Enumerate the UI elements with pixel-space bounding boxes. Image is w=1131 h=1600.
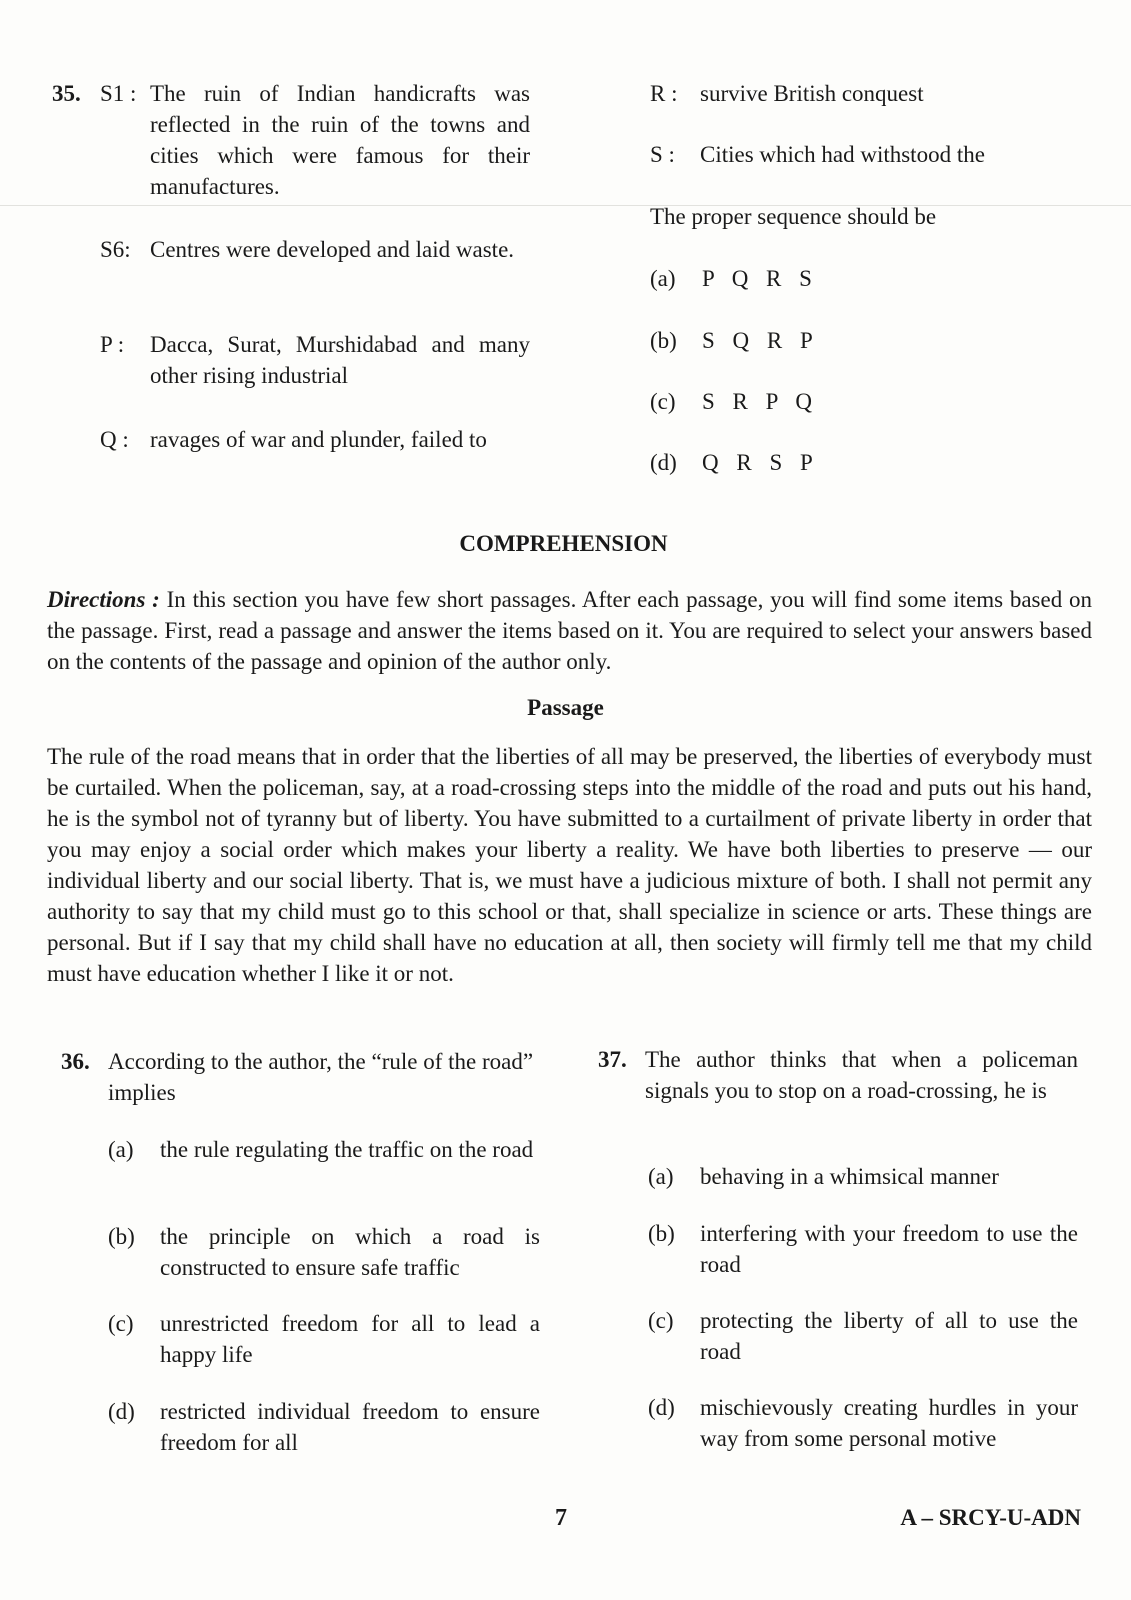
q35-r-text: survive British conquest bbox=[700, 81, 924, 106]
option-text: the rule regulating the traffic on the road bbox=[160, 1137, 534, 1162]
q35-option-b bbox=[650, 325, 819, 356]
q37-option-c bbox=[648, 1305, 1078, 1367]
directions bbox=[47, 584, 1092, 677]
q37-header bbox=[598, 1044, 1078, 1106]
option-text: S Q R P bbox=[702, 328, 819, 353]
q35-r bbox=[650, 78, 1070, 109]
q36-option-d bbox=[108, 1396, 540, 1458]
option-label: (c) bbox=[108, 1311, 134, 1336]
option-text: the principle on which a road is constructed to ensure safe traffic bbox=[160, 1224, 540, 1280]
q36-number: 36. bbox=[61, 1049, 90, 1074]
option-label: (b) bbox=[648, 1221, 675, 1246]
booklet-code: A – SRCY-U-ADN bbox=[900, 1505, 1081, 1530]
q36-option-a bbox=[108, 1134, 540, 1165]
option-text: S R P Q bbox=[702, 389, 818, 414]
q35-option-c bbox=[650, 386, 818, 417]
q35-s-text: Cities which had withstood the bbox=[700, 142, 985, 167]
q36-header bbox=[61, 1046, 541, 1108]
page-number: 7 bbox=[555, 1505, 567, 1531]
q37-option-a bbox=[648, 1161, 1078, 1192]
q35-q-text: ravages of war and plunder, failed to bbox=[150, 427, 487, 452]
option-text: unrestricted freedom for all to lead a happy life bbox=[160, 1311, 540, 1367]
section-title: COMPREHENSION bbox=[459, 531, 668, 556]
option-label: (b) bbox=[650, 328, 677, 353]
q36-option-c bbox=[108, 1308, 540, 1370]
q36-question: According to the author, the “rule of the road” implies bbox=[108, 1049, 534, 1105]
q35-s-label: S : bbox=[650, 142, 675, 167]
q37-question: The author thinks that when a policeman signals you to stop on a road-crossing, he is bbox=[645, 1047, 1078, 1103]
q35-p bbox=[100, 329, 530, 391]
option-label: (d) bbox=[108, 1399, 135, 1424]
q35-s1-text: The ruin of Indian handicrafts was reflected in the ruin of the towns and cities which were famous for their manufactures. bbox=[150, 81, 530, 199]
q37-option-d bbox=[648, 1392, 1078, 1454]
option-label: (d) bbox=[650, 450, 677, 475]
option-label: (c) bbox=[648, 1308, 674, 1333]
q35-q bbox=[100, 424, 530, 455]
q35-s1-label: S1 : bbox=[100, 81, 137, 106]
q35-s6 bbox=[100, 234, 530, 265]
option-label: (d) bbox=[648, 1395, 675, 1420]
q35-number: 35. bbox=[52, 81, 81, 106]
passage-title: Passage bbox=[527, 695, 604, 720]
q35-sequence-prompt: The proper sequence should be bbox=[650, 204, 937, 229]
q35-q-label: Q : bbox=[100, 427, 129, 452]
option-text: mischievously creating hurdles in your way from some personal motive bbox=[700, 1395, 1078, 1451]
passage-text: The rule of the road means that in order that the liberties of all may be preserved, the liberties of everybody must be curtailed. When the policeman, say, at a road-crossing steps into the middle of the road and puts out his hand, he is the symbol not of tyranny but of liberty. You have submitted to a curtailment of private liberty in order that you may enjoy a social order which makes your liberty a reality. We have both liberties to preserve — our individual liberty and our social liberty. That is, we must have a judicious mixture of both. I shall not permit any authority to say that my child must go to this school or that, shall specialize in science or arts. These things are personal. But if I say that my child shall have no education at all, then society will firmly tell me that my child must have education whether I like it or not. bbox=[47, 744, 1092, 986]
option-text: interfering with your freedom to use the road bbox=[700, 1221, 1078, 1277]
q35-r-label: R : bbox=[650, 81, 678, 106]
option-label: (a) bbox=[648, 1164, 674, 1189]
q37-option-b bbox=[648, 1218, 1078, 1280]
option-label: (a) bbox=[108, 1137, 134, 1162]
option-label: (a) bbox=[650, 266, 676, 291]
option-label: (c) bbox=[650, 389, 676, 414]
q35-s bbox=[650, 139, 1070, 170]
q35-option-a bbox=[650, 263, 818, 294]
option-label: (b) bbox=[108, 1224, 135, 1249]
option-text: P Q R S bbox=[702, 266, 818, 291]
directions-label: Directions : bbox=[47, 587, 160, 612]
q35-s6-label: S6: bbox=[100, 237, 131, 262]
q36-option-b bbox=[108, 1221, 540, 1283]
option-text: behaving in a whimsical manner bbox=[700, 1164, 999, 1189]
q37-number: 37. bbox=[598, 1047, 627, 1072]
q35-s1 bbox=[100, 78, 530, 202]
q35-p-label: P : bbox=[100, 332, 125, 357]
q35-p-text: Dacca, Surat, Murshidabad and many other rising industrial bbox=[150, 332, 530, 388]
directions-text: In this section you have few short passages. After each passage, you will find some items based on the passage. First, read a passage and answer the items based on it. You are required to select your answers based on the contents of the passage and opinion of the author only. bbox=[47, 587, 1092, 674]
q35-s6-text: Centres were developed and laid waste. bbox=[150, 237, 515, 262]
option-text: Q R S P bbox=[702, 450, 819, 475]
option-text: protecting the liberty of all to use the road bbox=[700, 1308, 1078, 1364]
q35-option-d bbox=[650, 447, 819, 478]
option-text: restricted individual freedom to ensure freedom for all bbox=[160, 1399, 540, 1455]
